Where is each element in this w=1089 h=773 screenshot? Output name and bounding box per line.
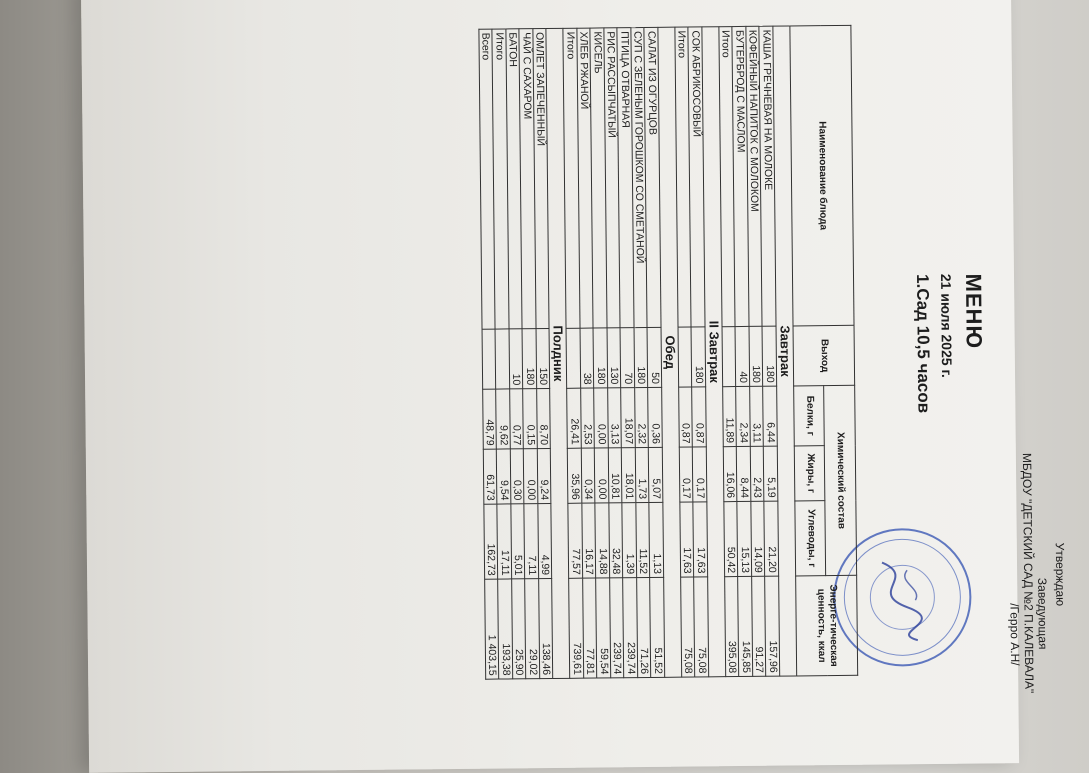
grand-total-row-cell: 162,73	[484, 504, 498, 579]
dish-row-cell: 0,00	[524, 449, 538, 504]
dish-row-cell: 50	[648, 327, 662, 387]
dish-row-cell: 4,99	[538, 503, 552, 578]
approval-title: Утверждаю	[1052, 542, 1068, 607]
dish-row-cell: 3,13	[608, 388, 622, 448]
section-title: Завтрак	[773, 26, 797, 676]
section-total-row-cell: 9,54	[497, 449, 511, 504]
dish-row-cell: 5,01	[511, 504, 525, 579]
section-total-row-cell: 35,96	[568, 448, 582, 503]
section-total-row-cell: 16,06	[723, 447, 737, 502]
section-total-row-cell: Итого	[675, 27, 692, 327]
dish-row-cell: КАША ГРЕЧНЕВАЯ НА МОЛОКЕ	[759, 26, 776, 326]
dish-row-cell: 5,19	[764, 446, 778, 501]
page-title: МЕНЮ	[960, 273, 987, 350]
section-total-row-cell: Итого	[719, 27, 736, 327]
section-total-row-cell	[567, 328, 581, 388]
dish-row-cell: 25,90	[512, 579, 527, 679]
section-total-row-cell: 0,17	[679, 447, 693, 502]
grand-total-row-cell: 48,79	[483, 389, 497, 449]
dish-row-cell: РИС РАССЫПЧАТЫЙ	[604, 28, 621, 328]
dish-row-cell: 38	[580, 328, 594, 388]
dish-row-cell: 180	[763, 326, 777, 386]
page-subtitle: 1.Сад 10,5 часов	[912, 273, 934, 414]
dish-row-cell: 51,52	[650, 577, 665, 677]
dish-row-cell: 8,70	[537, 388, 551, 448]
dish-row-cell: 239,74	[623, 578, 638, 678]
grand-total-row-cell: 61,73	[483, 449, 497, 504]
dish-row-cell: 180	[634, 327, 648, 387]
section-total-row-cell: 75,08	[681, 577, 696, 677]
dish-row-cell: 1,39	[622, 503, 636, 578]
dish-row-cell: 180	[523, 329, 537, 389]
grand-total-row-cell	[482, 329, 496, 389]
section-total-row-cell: 26,41	[567, 388, 581, 448]
dish-row-cell: 130	[607, 328, 621, 388]
dish-row-cell: 71,26	[637, 577, 652, 677]
dish-row-cell: 11,52	[636, 502, 650, 577]
dish-row-cell: ЧАЙ С САХАРОМ	[519, 29, 536, 329]
section-total-row-cell: 9,62	[496, 389, 510, 449]
dish-row-cell: 0,15	[523, 389, 537, 449]
section-total-row-cell	[496, 329, 510, 389]
dish-row-cell: 1,73	[635, 447, 649, 502]
dish-row-cell: 91,27	[752, 576, 767, 676]
dish-row-cell: 21,20	[764, 501, 778, 576]
col-header-output: Выход	[793, 325, 855, 386]
dish-row-cell: ХЛЕБ РЖАНОЙ	[577, 28, 594, 328]
col-header-energy: Энерге-тическая ценность, ккал	[796, 575, 858, 676]
dish-row-cell: 1,13	[649, 502, 663, 577]
dish-row-cell: 29,02	[525, 579, 540, 679]
approval-organization: МБДОУ "ДЕТСКИЙ САД №2 П.КАЛЕВАЛА"	[1019, 452, 1037, 694]
approval-signatory: /Герро А.Н/	[1007, 603, 1023, 666]
dish-row-cell: ОМЛЕТ ЗАПЕЧЕННЫЙ	[533, 29, 550, 329]
section-total-row-cell: 17,63	[680, 502, 694, 577]
menu-document	[81, 0, 1089, 736]
dish-row-cell: ПТИЦА ОТВАРНАЯ	[617, 28, 634, 328]
section-total-row-cell: 17,11	[497, 504, 511, 579]
col-header-name: Наименование блюда	[790, 25, 854, 326]
section-total-row-cell: 0,87	[679, 387, 693, 447]
approval-position: Заведующая	[1035, 577, 1050, 650]
dish-row-cell: СУП С ЗЕЛЕНЫМ ГОРОШКОМ СО СМЕТАНОЙ	[631, 27, 648, 327]
dish-row-cell: 239,74	[610, 578, 625, 678]
dish-row-cell: 180	[692, 327, 706, 387]
col-header-fat: Жиры, г	[794, 446, 825, 501]
dish-row-cell: 180	[594, 328, 608, 388]
section-total-row-cell: 395,08	[725, 577, 740, 677]
dish-row-cell: 2,32	[635, 387, 649, 447]
dish-row-cell: 14,88	[595, 503, 609, 578]
dish-row-cell: 138,46	[539, 579, 554, 679]
dish-row-cell: 2,34	[736, 386, 750, 446]
dish-row-cell: 0,34	[581, 448, 595, 503]
dish-row-cell: КИСЕЛЬ	[590, 28, 607, 328]
paper-sheet	[81, 0, 1068, 773]
dish-row-cell: 70	[621, 328, 635, 388]
dish-row-cell: 2,53	[581, 388, 595, 448]
col-header-protein: Белки, г	[794, 386, 825, 446]
page-date: 21 июля 2025 г.	[937, 273, 956, 378]
dish-row-cell: 40	[736, 326, 750, 386]
dish-row-cell: 150	[536, 329, 550, 389]
grand-total-row-cell: Всего	[479, 29, 496, 329]
dish-row-cell: 3,11	[750, 386, 764, 446]
section-total-row-cell	[678, 327, 692, 387]
dish-row-cell: КОФЕЙНЫЙ НАПИТОК С МОЛОКОМ	[746, 26, 763, 326]
dish-row-cell: 0,77	[510, 389, 524, 449]
dish-row-cell: 157,96	[765, 576, 780, 676]
dish-row-cell: 17,63	[693, 502, 707, 577]
section-total-row-cell: Итого	[492, 29, 509, 329]
section-total-row-cell: 739,61	[569, 578, 584, 678]
section-title: Полдник	[546, 28, 570, 678]
dish-row-cell: 16,17	[582, 503, 596, 578]
dish-row-cell: 59,54	[596, 578, 611, 678]
dish-row-cell: 77,81	[583, 578, 598, 678]
dish-row-cell: 0,00	[595, 448, 609, 503]
menu-table	[478, 25, 858, 680]
dish-row-cell: 10	[509, 329, 523, 389]
section-total-row-cell: 50,42	[724, 502, 738, 577]
dish-row-cell: 18,01	[622, 448, 636, 503]
col-header-chem: Химический состав	[824, 385, 856, 575]
dish-row-cell: 5,07	[649, 447, 663, 502]
dish-row-cell: 0,87	[692, 387, 706, 447]
dish-row-cell: 145,85	[738, 576, 753, 676]
dish-row-cell: 32,48	[609, 503, 623, 578]
dish-row-cell: 9,24	[537, 448, 551, 503]
section-total-row-cell: 193,38	[498, 579, 513, 679]
dish-row-cell: 6,44	[763, 386, 777, 446]
dish-row-cell: БАТОН	[506, 29, 523, 329]
dish-row-cell: 180	[749, 326, 763, 386]
section-title: II Завтрак	[702, 27, 726, 677]
dish-row-cell: 18,07	[621, 388, 635, 448]
dish-row-cell: 8,44	[737, 446, 751, 501]
section-total-row-cell	[722, 327, 736, 387]
dish-row-cell: 75,08	[694, 577, 709, 677]
dish-row-cell: 0,17	[693, 447, 707, 502]
dish-row-cell: 0,00	[594, 388, 608, 448]
dish-row-cell: САЛАТ ИЗ ОГУРЦОВ	[644, 27, 661, 327]
dish-row-cell: 0,36	[648, 387, 662, 447]
dish-row-cell: 15,13	[737, 501, 751, 576]
dish-row-cell: 0,30	[510, 449, 524, 504]
dish-row-cell: 2,43	[750, 446, 764, 501]
section-title: Обед	[658, 27, 682, 677]
dish-row-cell: СОК АБРИКОСОВЫЙ	[688, 27, 705, 327]
section-total-row-cell: 11,89	[723, 387, 737, 447]
col-header-carbs: Углеводы, г	[795, 501, 826, 576]
dish-row-cell: 7,11	[524, 504, 538, 579]
menu-table-body	[479, 26, 797, 679]
dish-row-cell: 10,81	[608, 448, 622, 503]
dish-row-cell: 14,09	[751, 501, 765, 576]
grand-total-row-cell: 1 403,15	[485, 579, 500, 679]
section-total-row-cell: Итого	[563, 28, 580, 328]
section-total-row-cell: 77,57	[568, 503, 582, 578]
dish-row-cell: БУТЕРБРОД С МАСЛОМ	[732, 26, 749, 326]
